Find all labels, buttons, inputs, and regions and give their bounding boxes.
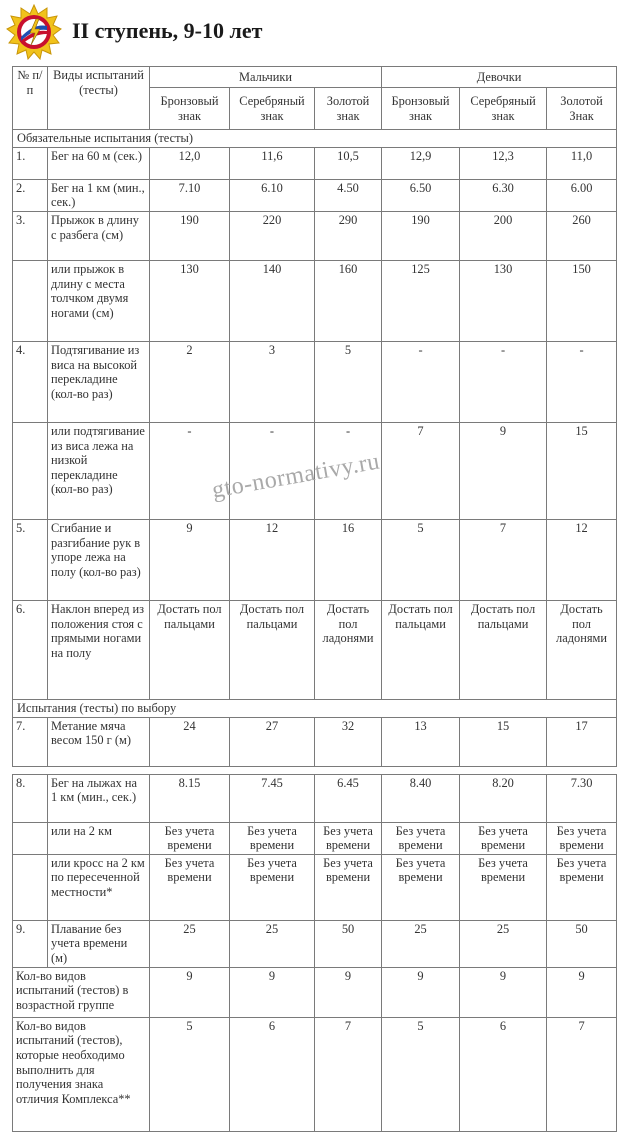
table-row (13, 179, 617, 211)
value-cell: 11,0 (547, 147, 617, 179)
value-cell: 6 (230, 1017, 315, 1131)
test-name: Бег на 60 м (сек.) (48, 147, 150, 179)
page-gap (13, 766, 617, 774)
value-cell: 7.45 (230, 774, 315, 822)
col-header-tests: Виды испытаний (тесты) (48, 67, 150, 130)
table-row (13, 600, 617, 699)
summary-row (13, 1017, 617, 1131)
value-cell: 32 (315, 717, 382, 766)
value-cell: Без учета времени (150, 854, 230, 920)
page-title: II ступень, 9-10 лет (72, 18, 263, 43)
value-cell: 7 (547, 1017, 617, 1131)
test-name: Метание мяча весом 150 г (м) (48, 717, 150, 766)
value-cell: Достать пол пальцами (230, 600, 315, 699)
value-cell: 150 (547, 260, 617, 341)
value-cell: 9 (315, 967, 382, 1017)
value-cell: 130 (150, 260, 230, 341)
table-row (13, 519, 617, 600)
value-cell: 7 (460, 519, 547, 600)
value-cell: 12,9 (382, 147, 460, 179)
test-name: Прыжок в длину с разбега (см) (48, 211, 150, 260)
value-cell: 6.45 (315, 774, 382, 822)
value-cell: 7 (382, 422, 460, 519)
value-cell: 24 (150, 717, 230, 766)
test-name: Подтягивание из виса на высокой перекладине (кол-во раз) (48, 341, 150, 422)
row-number: 5. (13, 519, 48, 600)
value-cell: 130 (460, 260, 547, 341)
value-cell: 7.10 (150, 179, 230, 211)
col-header-number: № п/п (13, 67, 48, 130)
value-cell: 17 (547, 717, 617, 766)
page-header (0, 0, 627, 66)
badge-header: Бронзовый знак (150, 88, 230, 130)
row-number (13, 422, 48, 519)
badge-header: Бронзовый знак (382, 88, 460, 130)
value-cell: 190 (150, 211, 230, 260)
test-name: Бег на 1 км (мин., сек.) (48, 179, 150, 211)
value-cell: Без учета времени (547, 854, 617, 920)
section-row (13, 699, 617, 717)
value-cell: 8.40 (382, 774, 460, 822)
table-row (13, 854, 617, 920)
value-cell: 9 (547, 967, 617, 1017)
test-name: или подтягивание из виса лежа на низкой перекладине (кол-во раз) (48, 422, 150, 519)
value-cell: 190 (382, 211, 460, 260)
header-row (13, 67, 617, 88)
value-cell: 4.50 (315, 179, 382, 211)
value-cell: Достать пол пальцами (382, 600, 460, 699)
value-cell: Без учета времени (315, 854, 382, 920)
value-cell: 7 (315, 1017, 382, 1131)
value-cell: 5 (382, 519, 460, 600)
value-cell: 9 (460, 967, 547, 1017)
value-cell: 5 (150, 1017, 230, 1131)
value-cell: Без учета времени (315, 822, 382, 854)
value-cell: 125 (382, 260, 460, 341)
value-cell: 27 (230, 717, 315, 766)
value-cell: 9 (150, 967, 230, 1017)
row-number: 1. (13, 147, 48, 179)
value-cell: 6.10 (230, 179, 315, 211)
value-cell: 12,3 (460, 147, 547, 179)
value-cell: - (547, 341, 617, 422)
badge-header: Золотой знак (315, 88, 382, 130)
section-row (13, 130, 617, 148)
test-name: или прыжок в длину с места толчком двумя ногами (см) (48, 260, 150, 341)
value-cell: Достать пол ладонями (315, 600, 382, 699)
value-cell: 50 (547, 920, 617, 967)
value-cell: 290 (315, 211, 382, 260)
value-cell: 15 (460, 717, 547, 766)
value-cell: Без учета времени (460, 854, 547, 920)
value-cell: Достать пол пальцами (150, 600, 230, 699)
badge-header: Золотой Знак (547, 88, 617, 130)
value-cell: 12,0 (150, 147, 230, 179)
value-cell: Без учета времени (382, 822, 460, 854)
value-cell: 11,6 (230, 147, 315, 179)
group-header-boys: Мальчики (150, 67, 382, 88)
table-row (13, 341, 617, 422)
value-cell: 9 (382, 967, 460, 1017)
value-cell: 8.20 (460, 774, 547, 822)
group-header-girls: Девочки (382, 67, 617, 88)
value-cell: - (315, 422, 382, 519)
row-number (13, 260, 48, 341)
row-number: 3. (13, 211, 48, 260)
table-row (13, 822, 617, 854)
test-name: Плавание без учета времени (м) (48, 920, 150, 967)
value-cell: 50 (315, 920, 382, 967)
value-cell: 140 (230, 260, 315, 341)
value-cell: 9 (230, 967, 315, 1017)
value-cell: Без учета времени (547, 822, 617, 854)
test-name: Наклон вперед из положения стоя с прямыми ногами на полу (48, 600, 150, 699)
value-cell: - (150, 422, 230, 519)
watermark: gto-normativy.ru (210, 448, 382, 504)
value-cell: Достать пол ладонями (547, 600, 617, 699)
table-row (13, 211, 617, 260)
value-cell: 2 (150, 341, 230, 422)
value-cell: 25 (150, 920, 230, 967)
value-cell: 260 (547, 211, 617, 260)
value-cell: Без учета времени (150, 822, 230, 854)
row-number: 7. (13, 717, 48, 766)
badge-header: Серебряный знак (460, 88, 547, 130)
table-row (13, 717, 617, 766)
value-cell: 25 (382, 920, 460, 967)
test-name: Сгибание и разгибание рук в упоре лежа на полу (кол-во раз) (48, 519, 150, 600)
table-row (13, 147, 617, 179)
value-cell: 5 (315, 341, 382, 422)
value-cell: 16 (315, 519, 382, 600)
table-row (13, 422, 617, 519)
section-mandatory: Обязательные испытания (тесты) (13, 130, 617, 148)
row-number: 8. (13, 774, 48, 822)
table-row (13, 920, 617, 967)
value-cell: 6.30 (460, 179, 547, 211)
section-optional: Испытания (тесты) по выбору (13, 699, 617, 717)
value-cell: Достать пол пальцами (460, 600, 547, 699)
value-cell: 15 (547, 422, 617, 519)
value-cell: 10,5 (315, 147, 382, 179)
value-cell: 25 (460, 920, 547, 967)
row-number: 4. (13, 341, 48, 422)
value-cell: 25 (230, 920, 315, 967)
value-cell: 7.30 (547, 774, 617, 822)
row-number: 2. (13, 179, 48, 211)
table-row (13, 260, 617, 341)
value-cell: 220 (230, 211, 315, 260)
row-number (13, 854, 48, 920)
value-cell: 12 (230, 519, 315, 600)
value-cell: 5 (382, 1017, 460, 1131)
value-cell: - (460, 341, 547, 422)
summary-row (13, 967, 617, 1017)
test-name: или кросс на 2 км по пересеченной местности* (48, 854, 150, 920)
value-cell: Без учета времени (382, 854, 460, 920)
row-number: 6. (13, 600, 48, 699)
value-cell: 3 (230, 341, 315, 422)
value-cell: 6.50 (382, 179, 460, 211)
value-cell: 13 (382, 717, 460, 766)
value-cell: 9 (460, 422, 547, 519)
value-cell: 6.00 (547, 179, 617, 211)
value-cell: 200 (460, 211, 547, 260)
test-name: или на 2 км (48, 822, 150, 854)
badge-header: Серебряный знак (230, 88, 315, 130)
test-name: Бег на лыжах на 1 км (мин., сек.) (48, 774, 150, 822)
summary-label: Кол-во видов испытаний (тестов), которые необходимо выполнить для получения знака отличия Комплекса** (13, 1017, 150, 1131)
summary-label: Кол-во видов испытаний (тестов) в возрастной группе (13, 967, 150, 1017)
value-cell: 12 (547, 519, 617, 600)
value-cell: 9 (150, 519, 230, 600)
value-cell: Без учета времени (460, 822, 547, 854)
row-number: 9. (13, 920, 48, 967)
value-cell: 8.15 (150, 774, 230, 822)
value-cell: Без учета времени (230, 854, 315, 920)
value-cell: Без учета времени (230, 822, 315, 854)
value-cell: 6 (460, 1017, 547, 1131)
standards-table (12, 66, 617, 1132)
value-cell: - (230, 422, 315, 519)
row-number (13, 822, 48, 854)
gto-emblem-icon (6, 4, 62, 60)
table-row (13, 774, 617, 822)
value-cell: 160 (315, 260, 382, 341)
value-cell: - (382, 341, 460, 422)
